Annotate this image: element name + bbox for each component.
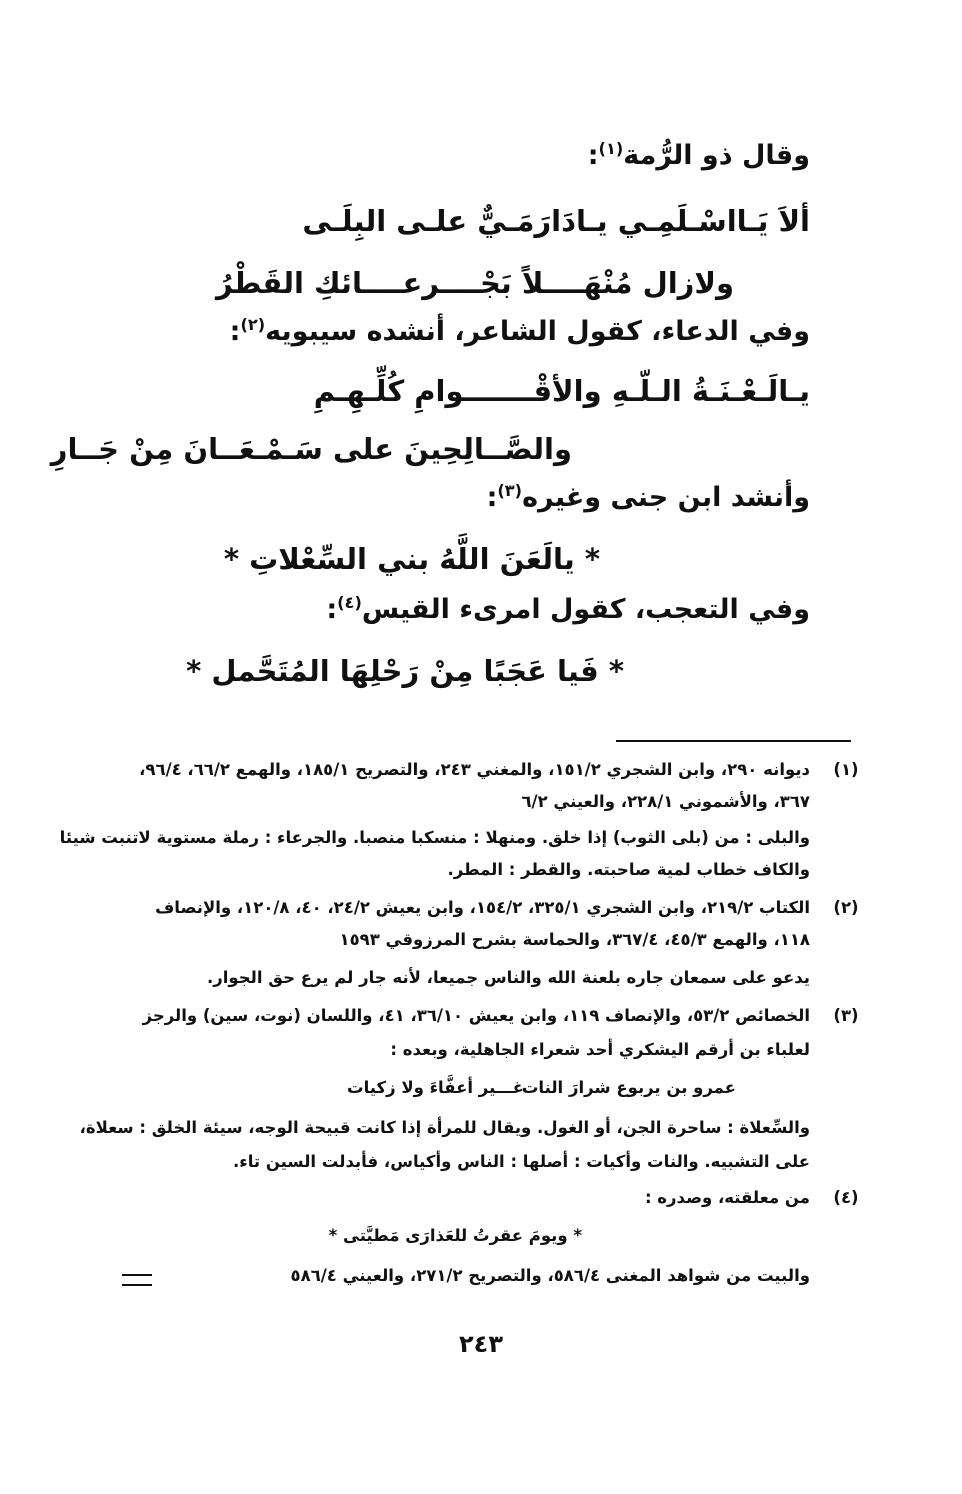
footnote-3-verse-second: غـــير أعفَّاءَ ولا زكيات xyxy=(346,1078,524,1097)
footnote-3-line-2: لعلباء بن أرقم اليشكري أحد شعراء الجاهلية، وبعده : xyxy=(390,1040,810,1059)
footnote-1-line-2: ٣٦٧، والأشموني ٢٢٨/١، والعيني ٦/٢ xyxy=(521,792,810,811)
footnote-number-3: (٣) xyxy=(833,1006,859,1025)
footnote-2-line-1: الكتاب ٢١٩/٢، وابن الشجري ٣٢٥/١، ١٥٤/٢، وابن يعيش ٢٤/٢، ٤٠، ١٢٠/٨، والإنصاف xyxy=(155,898,810,917)
verse-1-second-hemistich: ولازال مُنْهَــــلاً بَجْــــرعــــائكِ القَطْرُ xyxy=(215,266,734,300)
intro-line-4: وفي التعجب، كقول امرىء القيس$^{(٤)}$: xyxy=(326,593,810,625)
verse-2-second-hemistich: والصَّــالِحِينَ على سَـمْـعَــانَ مِنْ جَــارِ xyxy=(50,432,572,466)
footnote-2-line-3: يدعو على سمعان جاره بلعنة الله والناس جميعا، لأنه جار لم يرع حق الجوار. xyxy=(207,968,810,987)
footnote-ref-1: (١) xyxy=(598,139,624,158)
footnote-2-line-2: ١١٨، والهمع ٤٥/٣، ٣٦٧/٤، والحماسة بشرح المرزوقي ١٥٩٣ xyxy=(339,930,810,949)
verse-3-rajaz: * يالَعَنَ اللَّهُ بني السِّعْلاتِ * xyxy=(223,542,600,576)
footnote-ref-2: (٢) xyxy=(240,315,266,334)
footnote-4-verse: * ويومَ عقرتُ للعَذارَى مَطيَّتى * xyxy=(328,1226,582,1245)
footnote-4-line-1: من معلقته، وصدره : xyxy=(644,1188,810,1207)
footnote-ref-3: (٣) xyxy=(497,481,523,500)
verse-2-first-hemistich: يـالَـعْـنَـةُ الـلّـهِ والأقْـــــــوامِ كُلِّـهِـمِ xyxy=(313,374,810,408)
footnote-number-1: (١) xyxy=(833,760,859,779)
footnote-number-2: (٢) xyxy=(833,898,859,917)
verse-1-first-hemistich: ألاَ يَـااسْـلَمِـي يـادَارَمَـيٌّ علـى البِلَـى xyxy=(302,204,810,238)
footnote-3-line-4: على التشبيه. والنات وأكيات : أصلها : الناس وأكياس، فأبدلت السين تاء. xyxy=(232,1152,810,1171)
footnote-1-line-3: والبلى : من (بلى الثوب) إذا خلق. ومنهلا : منسكبا منصبا. والجرعاء : رملة مستوية لاتنبت شيئا xyxy=(59,828,810,847)
footnote-3-line-3: والسِّعلاة : ساحرة الجن، أو الغول. ويقال للمرأة إذا كانت قبيحة الوجه، سيئة الخلق : سعلاة، xyxy=(79,1118,810,1137)
intro-line-1: وقال ذو الرُّمة$^{(١)}$: xyxy=(587,139,810,171)
footnote-4-line-2: والبيت من شواهد المغنى ٥٨٦/٤، والتصريح ٢٧١/٢، والعيني ٥٨٦/٤ xyxy=(290,1266,810,1285)
footnote-1-line-4: والكاف خطاب لمية صاحبته. والقطر : المطر. xyxy=(447,860,810,879)
footnote-3-line-1: الخصائص ٥٣/٢، والإنصاف ١١٩، وابن يعيش ٣٦/١٠، ٤١، واللسان (نوت، سين) والرجز xyxy=(142,1006,810,1025)
intro-line-3: وأنشد ابن جنى وغيره$^{(٣)}$: xyxy=(486,481,810,513)
continuation-mark xyxy=(122,1274,152,1286)
footnote-3-verse-first: عمرو بن يربوع شرارَ النات xyxy=(521,1078,736,1097)
footnote-separator xyxy=(616,740,851,742)
page-number: ٢٤٣ xyxy=(459,1330,503,1358)
intro-line-2: وفي الدعاء، كقول الشاعر، أنشده سيبويه$^{(٢)}$: xyxy=(229,315,810,347)
footnote-ref-4: (٤) xyxy=(337,593,362,612)
footnote-number-4: (٤) xyxy=(833,1188,859,1207)
footnote-1-line-1: ديوانه ٢٩٠، وابن الشجري ١٥١/٢، والمغني ٢٤٣، والتصريح ١٨٥/١، والهمع ٦٦/٢، ٩٦/٤، xyxy=(139,760,810,779)
verse-4-hemistich: * فَيا عَجَبًا مِنْ رَحْلِهَا المُتَحَّمل * xyxy=(186,654,624,688)
